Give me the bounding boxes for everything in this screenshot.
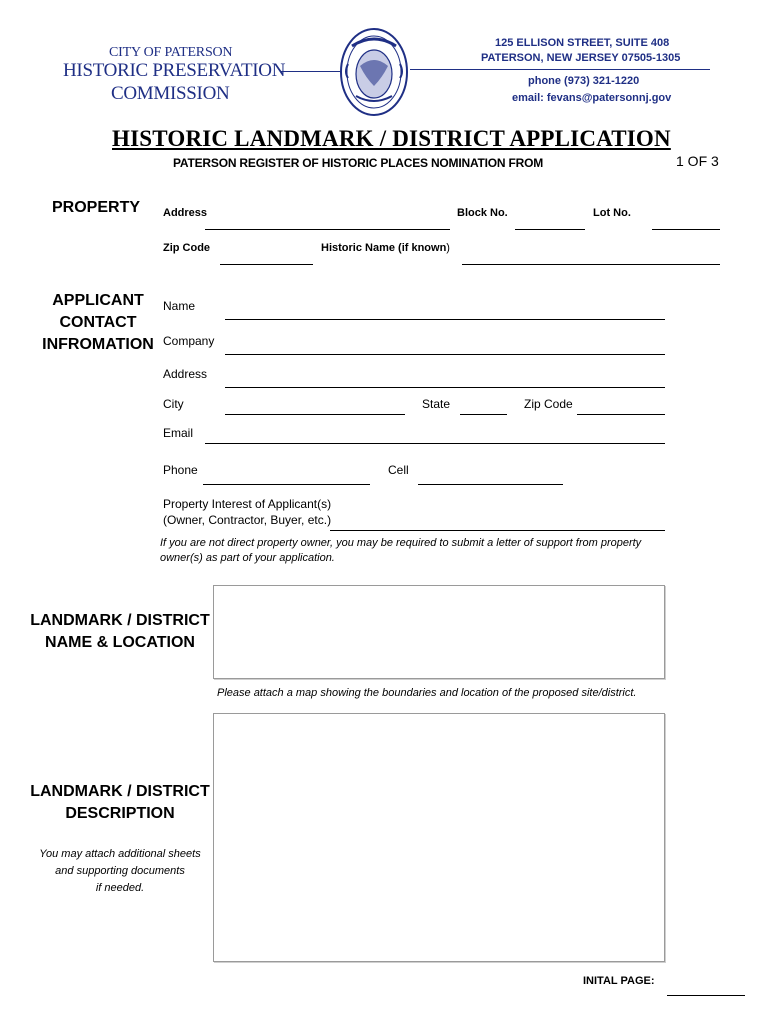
block-number-label: Block No. [457,207,508,219]
block-number-field[interactable] [515,229,585,230]
initial-page-label: INITAL PAGE: [583,975,655,987]
applicant-heading-line2: CONTACT [59,314,137,331]
org-city-name: CITY OF PATERSON [109,45,233,60]
historic-name-label-paren: ) [446,242,450,254]
applicant-email-label: Email [163,426,194,440]
landmark-location-heading [22,610,218,654]
page-subtitle: PATERSON REGISTER OF HISTORIC PLACES NOMINATION FROM [173,156,544,170]
header-rule-left [280,71,340,72]
page-title: HISTORIC LANDMARK / DISTRICT APPLICATION [112,126,671,151]
applicant-city-label: City [163,397,184,411]
property-interest-label [163,496,331,528]
applicant-phone-label: Phone [163,463,198,477]
owner-support-note-line2: owner(s) as part of your application. [160,552,335,564]
applicant-phone-field[interactable] [203,484,370,485]
address-line-1: 125 ELLISON STREET, SUITE 408 [495,37,670,49]
applicant-state-field[interactable] [460,414,507,415]
city-seal-icon [338,26,410,118]
map-attachment-note: Please attach a map showing the boundaries and location of the proposed site/district. [217,687,637,699]
property-address-label: Address [163,207,208,219]
lot-number-field[interactable] [652,229,720,230]
historic-name-label [321,242,450,254]
applicant-cell-label: Cell [388,463,409,477]
description-note-line2: and supporting documents [55,865,185,877]
property-interest-field[interactable] [330,530,665,531]
property-interest-label-line1: Property Interest of Applicant(s) [163,497,332,511]
applicant-zip-field[interactable] [577,414,665,415]
applicant-name-field[interactable] [225,319,665,320]
landmark-description-textbox[interactable] [213,713,665,962]
email-text: email: fevans@patersonnj.gov [512,92,672,104]
landmark-location-textbox[interactable] [213,585,665,679]
applicant-heading [28,290,168,356]
description-note-line1: You may attach additional sheets [39,848,201,860]
property-zip-label: Zip Code [163,242,211,254]
landmark-description-heading-line1: LANDMARK / DISTRICT [30,783,210,800]
applicant-email-field[interactable] [205,443,665,444]
applicant-heading-line1: APPLICANT [52,292,144,309]
applicant-city-field[interactable] [225,414,405,415]
landmark-location-heading-line2: NAME & LOCATION [45,634,195,651]
owner-support-note-line1: If you are not direct property owner, you may be required to submit a letter of support from property [160,537,642,549]
historic-name-label-text: Historic Name (if known [321,242,447,254]
landmark-description-heading-line2: DESCRIPTION [65,805,175,822]
property-zip-field[interactable] [220,264,313,265]
applicant-heading-line3: INFROMATION [42,336,154,353]
applicant-name-label: Name [163,299,196,313]
applicant-company-label: Company [163,334,215,348]
applicant-address-label: Address [163,367,208,381]
phone-text: phone (973) 321-1220 [528,75,640,87]
initial-page-field[interactable] [667,995,745,996]
landmark-location-heading-line1: LANDMARK / DISTRICT [30,612,210,629]
org-name: HISTORIC PRESERVATION [63,60,286,81]
applicant-state-label: State [422,397,451,411]
page-indicator: 1 OF 3 [676,153,719,169]
applicant-address-field[interactable] [225,387,665,388]
org-commission: COMMISSION [111,83,230,104]
address-line-2: PATERSON, NEW JERSEY 07505-1305 [481,52,681,64]
applicant-zip-label: Zip Code [524,397,573,411]
property-heading: PROPERTY [52,199,141,216]
historic-name-field[interactable] [462,264,720,265]
property-interest-label-line2: (Owner, Contractor, Buyer, etc.) [163,513,332,527]
property-address-field[interactable] [205,229,450,230]
applicant-cell-field[interactable] [418,484,563,485]
applicant-company-field[interactable] [225,354,665,355]
header-rule-right [410,69,710,70]
landmark-description-heading [22,781,218,825]
description-note-line3: if needed. [95,882,145,894]
lot-number-label: Lot No. [593,207,631,219]
description-attachment-note [22,846,218,897]
owner-support-note [160,536,641,566]
